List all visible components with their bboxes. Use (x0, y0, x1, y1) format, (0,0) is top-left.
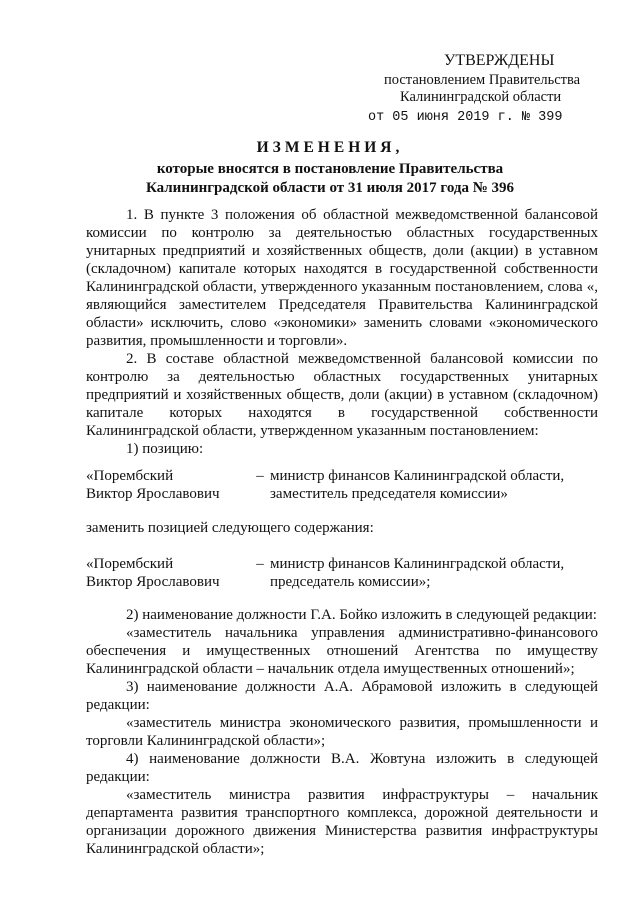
member-name (86, 555, 246, 591)
item-2-text: «заместитель начальника управления административно-финансового обеспечения и имущественных отношений Агентства по имуществу Калининградской области – начальник отдела имущественных отношений»; (86, 625, 598, 677)
role-line-1: министр финансов Калининградской области, (270, 468, 565, 484)
role-line-1: министр финансов Калининградской области, (270, 556, 565, 572)
member-role (270, 555, 598, 591)
approval-title: УТВЕРЖДЕНЫ (444, 52, 555, 69)
approval-stamp (360, 52, 620, 126)
document-body (86, 206, 598, 458)
paragraph-3: 1) позицию: (126, 441, 204, 457)
approval-date-number: от 05 июня 2019 г. № 399 (368, 110, 563, 125)
member-name (86, 467, 246, 503)
member-surname: «Порембский (86, 468, 174, 484)
replace-instruction: заменить позицией следующего содержания: (86, 520, 374, 536)
item-4-text: «заместитель министра развития инфраструктуры – начальник департамента развития транспортного комплекса, дорожной деятельности и организации дорожного движения Министерства развития инфраструктуры Калининградской области»; (86, 787, 598, 857)
approval-line-2: Калининградской области (400, 89, 562, 105)
member-given-names: Виктор Ярославович (86, 574, 220, 590)
member-given-names: Виктор Ярославович (86, 486, 220, 502)
document-subtitle (60, 160, 600, 198)
approval-line-1: постановлением Правительства (384, 72, 581, 88)
amendment-items (86, 606, 598, 858)
item-4: 4) наименование должности В.А. Жовтуна изложить в следующей редакции: (86, 751, 598, 785)
member-surname: «Порембский (86, 556, 174, 572)
item-3-text: «заместитель министра экономического развития, промышленности и торговли Калининградской области»; (86, 715, 598, 749)
paragraph-1: 1. В пункте 3 положения об областной межведомственной балансовой комиссии по контролю за деятельностью областных государственных унитарных предприятий и хозяйственных обществ, доли (акции) в уставном (складочном) капитале которых находятся в государственной собственности Калининградской области, утвержденного указанным постановлением, слова «, являющийся заместителем Председателя Правительства Калининградской области» исключить, слово «экономики» заменить словами «экономического развития, промышленности и торговли». (86, 207, 598, 349)
member-role (270, 467, 598, 503)
document-title: ИЗМЕНЕНИЯ, (256, 139, 404, 156)
item-3: 3) наименование должности А.А. Абрамовой изложить в следующей редакции: (86, 679, 598, 713)
subtitle-line-1: которые вносятся в постановление Правительства (156, 161, 504, 177)
dash: – (256, 556, 264, 572)
role-line-2: председатель комиссии»; (270, 574, 431, 590)
subtitle-line-2: Калининградской области от 31 июля 2017 года № 396 (145, 180, 515, 196)
item-2: 2) наименование должности Г.А. Бойко изложить в следующей редакции: (126, 607, 597, 623)
paragraph-2: 2. В составе областной межведомственной балансовой комиссии по контролю за деятельностью областных государственных унитарных предприятий и хозяйственных обществ, доли (акции) в уставном (складочном) капитале которых находятся в государственной собственности Калининградской области, утвержденном указанным постановлением: (86, 351, 598, 439)
role-line-2: заместитель председателя комиссии» (270, 486, 508, 502)
dash: – (256, 468, 264, 484)
